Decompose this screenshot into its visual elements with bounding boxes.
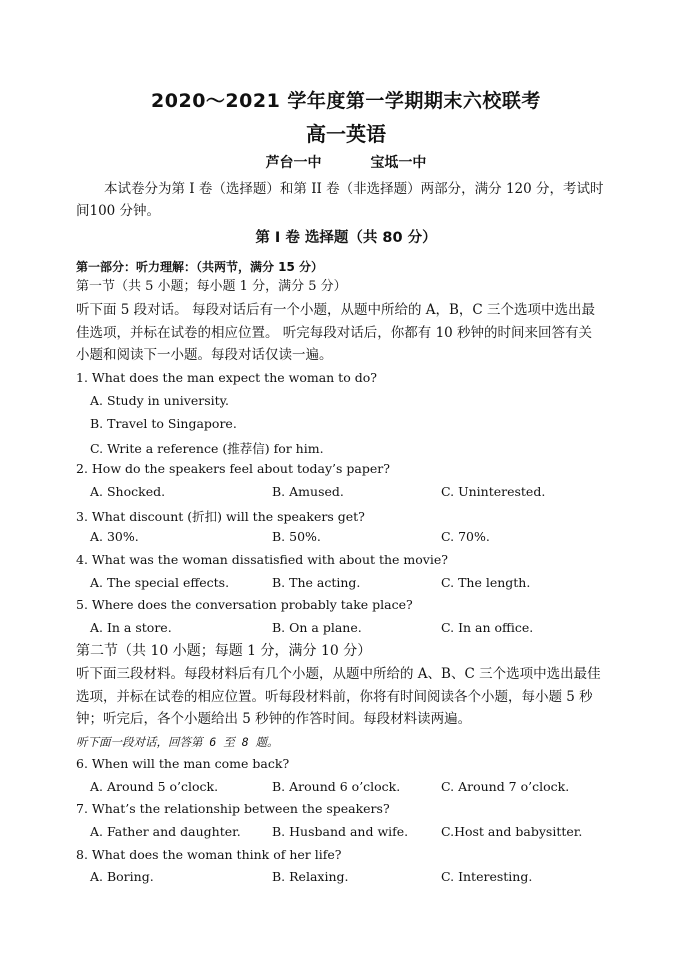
section2-instructions — [76, 663, 622, 731]
school-2: 宝坻一中 — [370, 155, 427, 171]
question-6: 6. When will the man come back? — [76, 756, 290, 771]
q3-option-b: B. 50%. — [272, 529, 321, 544]
school-names — [0, 152, 692, 172]
section2-instr-line: 选项，并标在试卷的相应位置。听每段材料前，你将有时间阅读各个小题，每小题 5 秒 — [76, 688, 593, 705]
q8-option-c: C. Interesting. — [441, 869, 533, 884]
section1-heading: 第一节（共 5 小题；每小题 1 分，满分 5 分） — [76, 279, 347, 294]
volume-title: 第 I 卷 选择题（共 80 分） — [255, 230, 437, 246]
q5-option-c: C. In an office. — [441, 620, 534, 635]
question-3: 3. What discount (折扣) will the speakers get? — [76, 509, 365, 524]
subject-title: 高一英语 — [306, 122, 386, 146]
q1-option-a: A. Study in university. — [90, 393, 230, 408]
question-4: 4. What was the woman dissatisfied with about the movie? — [76, 552, 448, 567]
q2-option-b: B. Amused. — [272, 484, 344, 499]
question-2: 2. How do the speakers feel about today’s paper? — [76, 461, 390, 476]
exam-intro — [76, 178, 622, 222]
intro-line-1: 本试卷分为第 I 卷（选择题）和第 II 卷（非选择题）两部分，满分 120 分，考试时 — [104, 181, 604, 197]
q4-option-b: B. The acting. — [272, 575, 361, 590]
q2-option-c: C. Uninterested. — [441, 484, 546, 499]
section1-instr-line: 小题和阅读下一小题。每段对话仅读一遍。 — [76, 347, 333, 363]
q4-option-c: C. The length. — [441, 575, 531, 590]
section2-heading: 第二节（共 10 小题；每题 1 分，满分 10 分） — [76, 643, 372, 659]
part1-heading: 第一部分：听力理解：（共两节，满分 15 分） — [76, 260, 324, 274]
q5-option-a: A. In a store. — [90, 620, 172, 635]
section1-instr-line: 听下面 5 段对话。 每段对话后有一个小题，从题中所给的 A，B，C 三个选项中选出最 — [76, 302, 596, 318]
q6-option-a: A. Around 5 o’clock. — [90, 779, 219, 794]
question-7: 7. What’s the relationship between the speakers? — [76, 801, 390, 816]
section1-instr-line: 佳选项，并标在试卷的相应位置。 听完每段对话后，你都有 10 秒钟的时间来回答有关 — [76, 324, 593, 341]
q3-option-c: C. 70%. — [441, 529, 490, 544]
q7-option-b: B. Husband and wife. — [272, 824, 409, 839]
section2-instr-line: 听下面三段材料。每段材料后有几个小题，从题中所给的 A、B、C 三个选项中选出最佳 — [76, 666, 601, 682]
note-questions-6-8: 听下面一段对话，回答第 6 至 8 题。 — [76, 735, 279, 749]
section2-instr-line: 钟；听完后，各个小题给出 5 秒钟的作答时间。每段材料读两遍。 — [76, 711, 472, 727]
q1-option-b: B. Travel to Singapore. — [90, 416, 237, 431]
question-8: 8. What does the woman think of her life? — [76, 847, 342, 862]
q4-option-a: A. The special effects. — [90, 575, 230, 590]
question-5: 5. Where does the conversation probably take place? — [76, 597, 413, 612]
school-1: 芦台一中 — [265, 155, 322, 171]
q6-option-b: B. Around 6 o’clock. — [272, 779, 401, 794]
q2-option-a: A. Shocked. — [90, 484, 166, 499]
intro-line-2: 间100 分钟。 — [76, 203, 161, 219]
q8-option-a: A. Boring. — [90, 869, 154, 884]
q8-option-b: B. Relaxing. — [272, 869, 349, 884]
q1-option-c: C. Write a reference (推荐信) for him. — [90, 441, 324, 456]
q3-option-a: A. 30%. — [90, 529, 139, 544]
q6-option-c: C. Around 7 o’clock. — [441, 779, 570, 794]
q7-option-c: C.Host and babysitter. — [441, 824, 583, 839]
section1-instructions — [76, 299, 622, 367]
exam-title: 2020～2021 学年度第一学期期末六校联考 — [151, 90, 541, 112]
q7-option-a: A. Father and daughter. — [90, 824, 241, 839]
question-1: 1. What does the man expect the woman to do? — [76, 370, 377, 385]
q5-option-b: B. On a plane. — [272, 620, 362, 635]
